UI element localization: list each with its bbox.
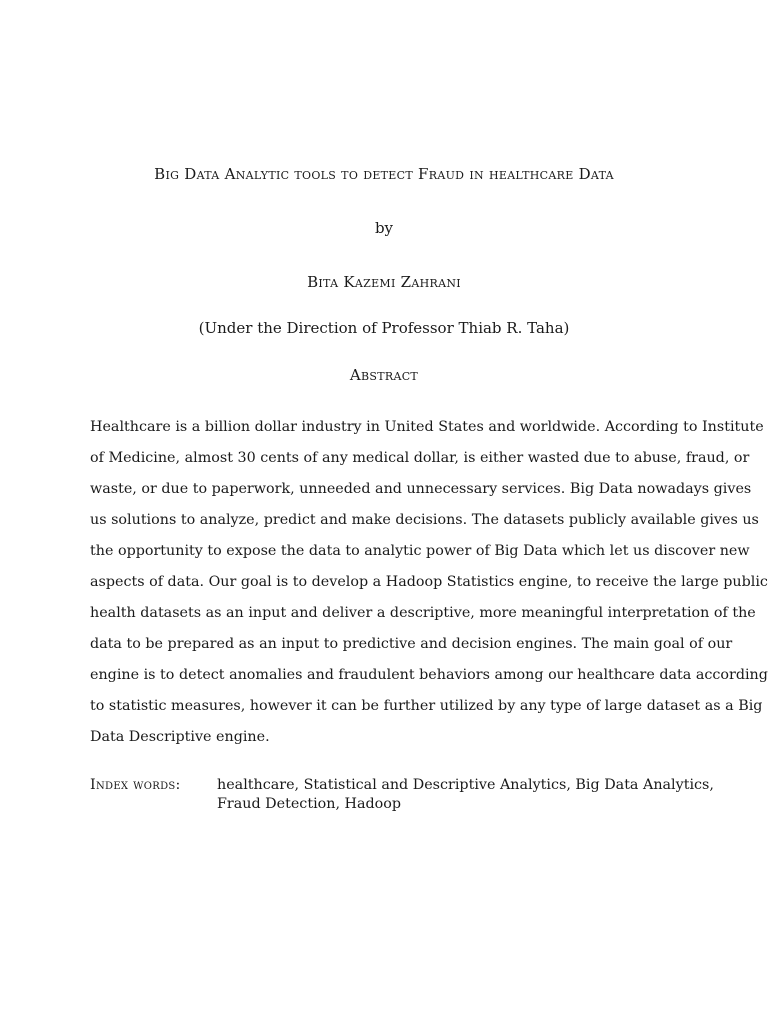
abstract-line: Healthcare is a billion dollar industry in United States and worldwide. According to Institute (90, 419, 764, 435)
author-name: Bita Kazemi Zahrani (307, 273, 461, 291)
index-words-label: Index words: (90, 777, 181, 793)
document-title: Big Data Analytic tools to detect Fraud in healthcare Data (154, 165, 614, 183)
abstract-body (90, 412, 768, 753)
abstract-line: waste, or due to paperwork, unneeded and unnecessary services. Big Data nowadays gives (90, 481, 752, 497)
abstract-line: aspects of data. Our goal is to develop a Hadoop Statistics engine, to receive the large public (90, 574, 768, 590)
direction-note: (Under the Direction of Professor Thiab R. Taha) (198, 319, 570, 337)
index-words-line: healthcare, Statistical and Descriptive Analytics, Big Data Analytics, (217, 777, 714, 793)
abstract-heading: Abstract (349, 366, 419, 384)
abstract-line: data to be prepared as an input to predictive and decision engines. The main goal of our (90, 636, 733, 652)
abstract-line: engine is to detect anomalies and fraudulent behaviors among our healthcare data according (90, 667, 768, 683)
abstract-line: Data Descriptive engine. (90, 729, 270, 745)
abstract-line: us solutions to analyze, predict and make decisions. The datasets publicly available gives us (90, 512, 759, 528)
byline-by: by (374, 219, 394, 237)
abstract-line: the opportunity to expose the data to analytic power of Big Data which let us discover new (90, 543, 750, 559)
index-words-values (217, 776, 714, 814)
abstract-line: of Medicine, almost 30 cents of any medical dollar, is either wasted due to abuse, fraud, or (90, 450, 750, 466)
abstract-line: health datasets as an input and deliver a descriptive, more meaningful interpretation of the (90, 605, 756, 621)
index-words-line: Fraud Detection, Hadoop (217, 796, 402, 812)
abstract-line: to statistic measures, however it can be further utilized by any type of large dataset as a Big (90, 698, 763, 714)
